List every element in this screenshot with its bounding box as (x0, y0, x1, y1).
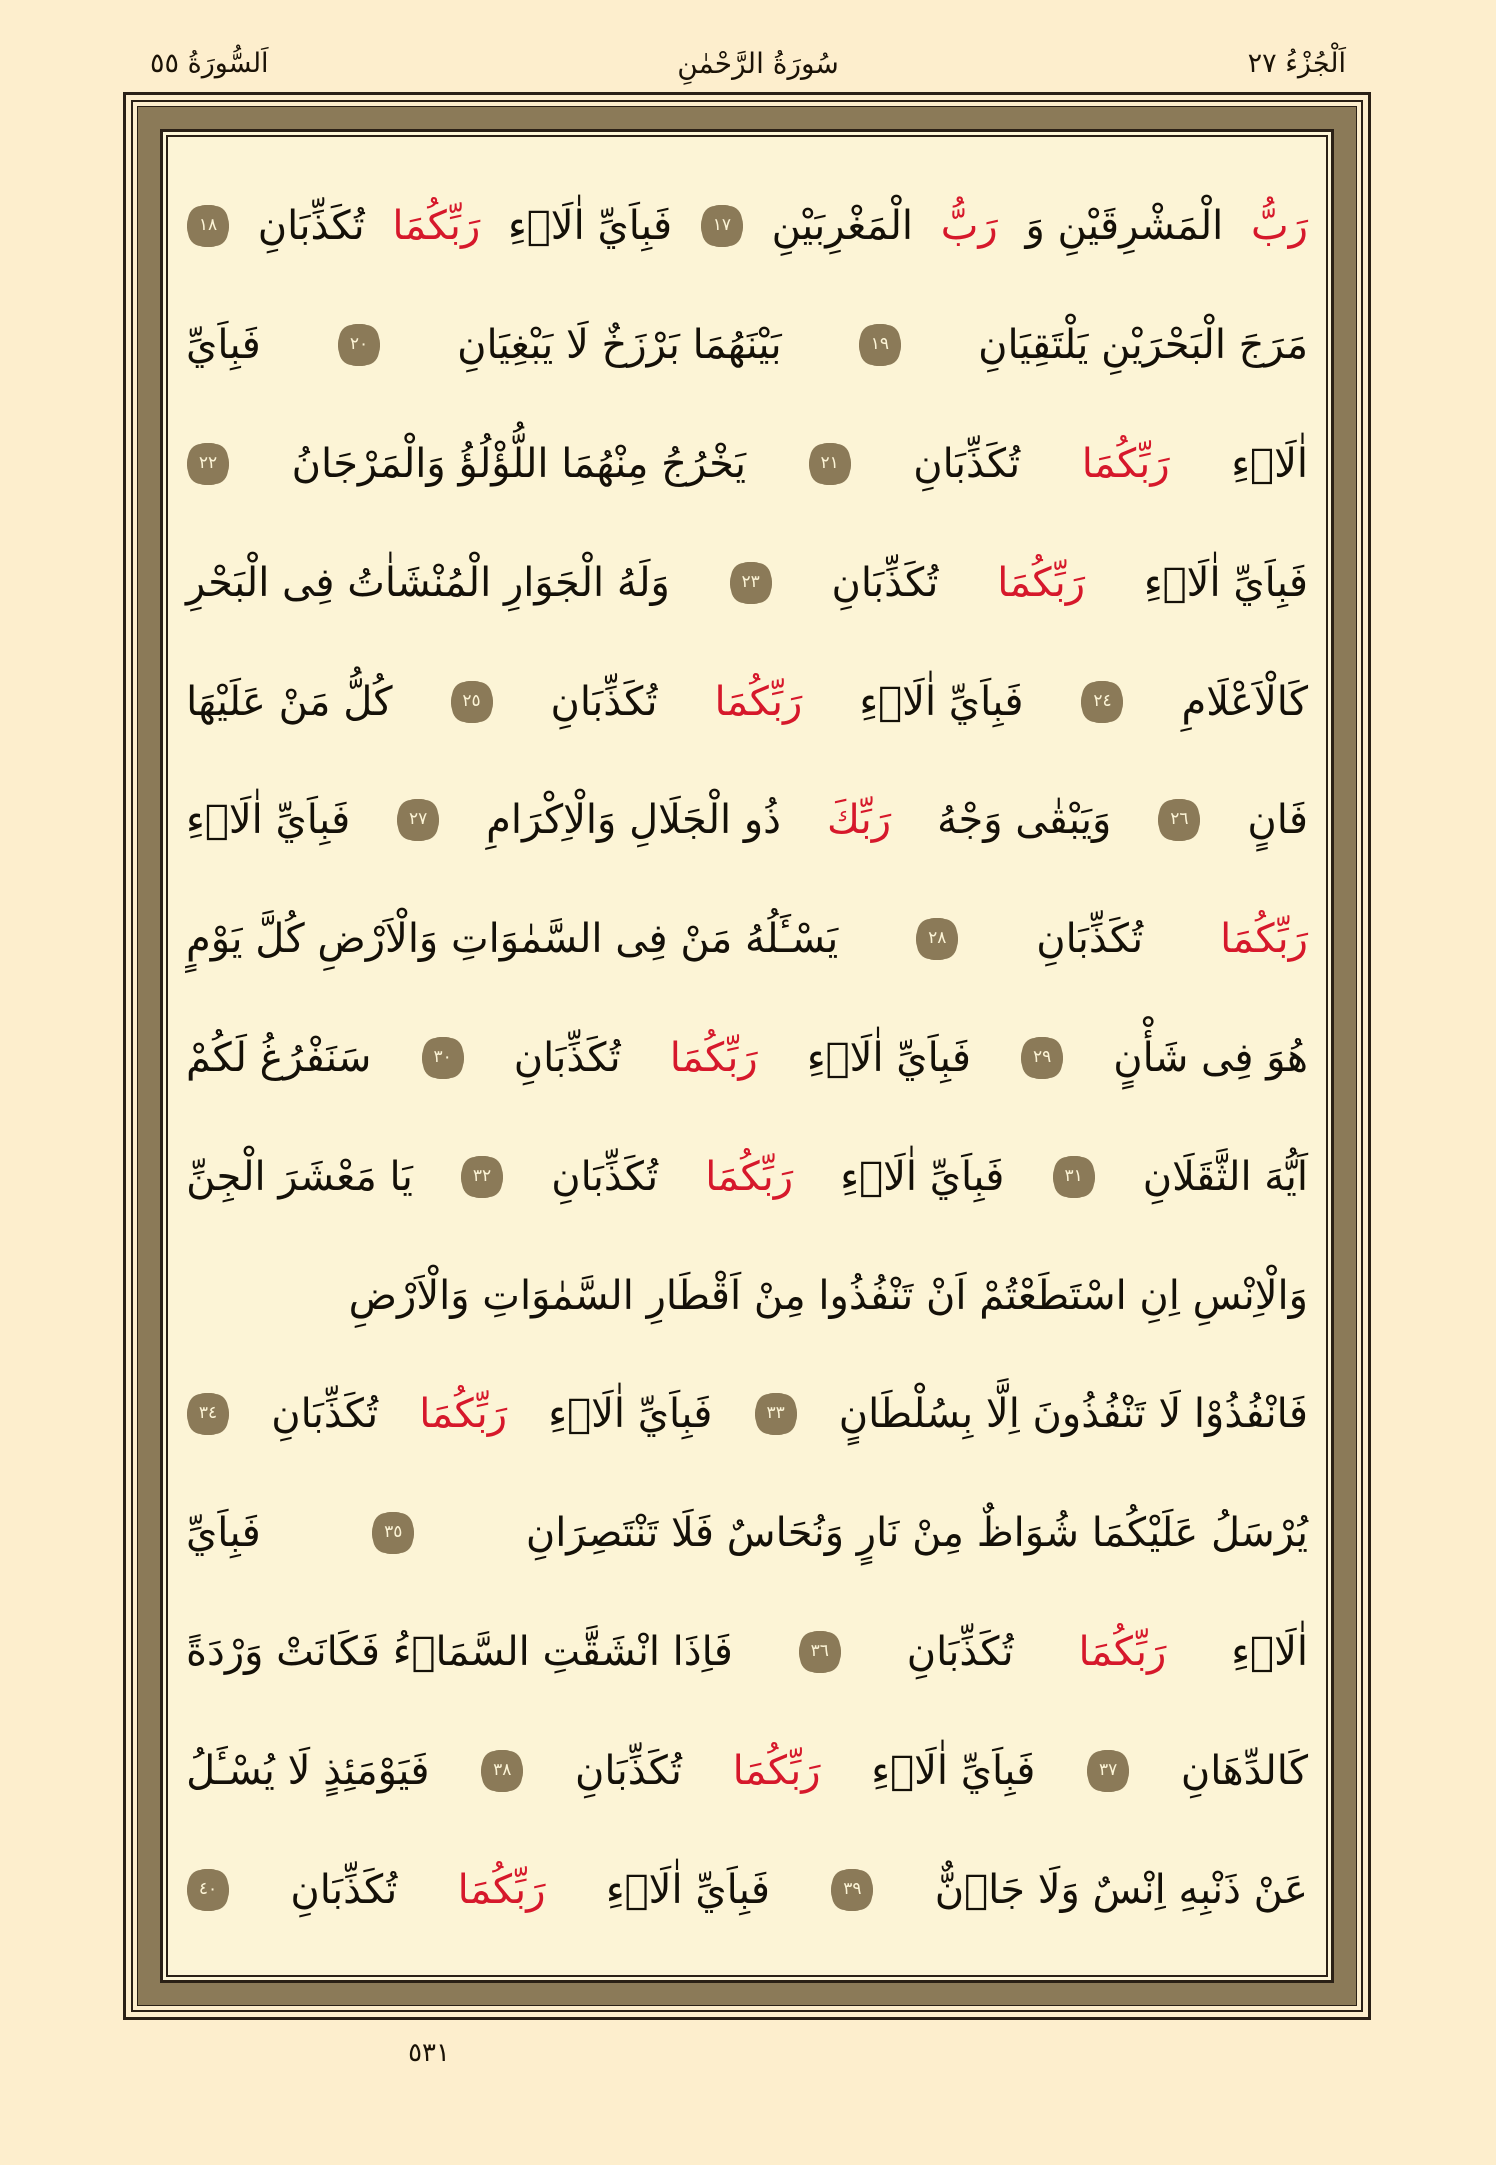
quran-line (186, 309, 1308, 381)
ayah-number-marker: ٢٢ (188, 444, 228, 484)
ayah-number-marker: ٣٦ (800, 1632, 840, 1672)
quran-line (186, 1735, 1308, 1807)
quran-line (186, 1854, 1308, 1926)
quran-text: هُوَ فِى شَأْنٍ (1113, 1034, 1308, 1081)
page-border-inner-rule-2 (166, 135, 1328, 1977)
quran-text-highlight: رَبِّكُمَا (732, 1747, 821, 1794)
ayah-number-marker: ٢٩ (1022, 1038, 1062, 1078)
quran-text: تُكَذِّبَانِ (551, 1153, 659, 1200)
quran-text: تُكَذِّبَانِ (271, 1391, 379, 1438)
quran-text: فَاِذَا انْشَقَّتِ السَّمَاۤءُ فَكَانَتْ وَرْدَةً (186, 1628, 733, 1675)
quran-line (186, 1022, 1308, 1094)
quran-line-inner (186, 1391, 1308, 1438)
quran-lines-container (186, 167, 1308, 1949)
quran-text: تُكَذِّبَانِ (513, 1034, 621, 1081)
quran-line-inner (186, 916, 1308, 963)
quran-text: سَنَفْرُغُ لَكُمْ (186, 1034, 372, 1081)
ayah-number-marker: ٣٠ (423, 1038, 463, 1078)
quran-line (186, 666, 1308, 738)
quran-text: ذُو الْجَلَالِ وَالْاِكْرَامِ (486, 797, 781, 844)
quran-text: مَرَجَ الْبَحْرَيْنِ يَلْتَقِيَانِ (978, 322, 1308, 369)
ayah-number-marker: ٣١ (1054, 1157, 1094, 1197)
quran-line-inner (186, 440, 1308, 487)
ayah-number-marker: ٢٦ (1159, 800, 1199, 840)
quran-line (186, 1378, 1308, 1450)
ayah-number-marker: ٢٨ (917, 919, 957, 959)
quran-text-highlight: رَبِّكُمَا (1220, 916, 1308, 963)
quran-text: بَيْنَهُمَا بَرْزَخٌ لَا يَبْغِيَانِ (457, 322, 782, 369)
quran-text: تُكَذِّبَانِ (913, 440, 1021, 487)
quran-text-highlight: رَبِّكُمَا (419, 1391, 508, 1438)
quran-text: فَبِاَيِّ اٰلَاۤءِ (806, 1034, 971, 1081)
quran-text: اَيُّهَ الثَّقَلَانِ (1142, 1153, 1308, 1200)
ayah-number-marker: ٢٧ (398, 800, 438, 840)
quran-text: اٰلَاۤءِ (1231, 440, 1308, 487)
ayah-number-marker: ٣٧ (1088, 1751, 1128, 1791)
ayah-number-marker: ٣٨ (482, 1751, 522, 1791)
quran-text: يُرْسَلُ عَلَيْكُمَا شُوَاظٌ مِنْ نَارٍ وَنُحَاسٌ فَلَا تَنْتَصِرَانِ (525, 1510, 1308, 1557)
quran-text: تُكَذِّبَانِ (290, 1866, 398, 1913)
ayah-number-marker: ٢٥ (452, 682, 492, 722)
page-border-olive-band (137, 106, 1357, 2006)
juz-label: اَلْجُزْءُ ٢٧ (1247, 48, 1346, 80)
quran-text: فَبِاَيِّ اٰلَاۤءِ (186, 797, 351, 844)
ayah-number-marker: ٢٤ (1082, 682, 1122, 722)
quran-text: تُكَذِّبَانِ (831, 559, 939, 606)
quran-line (186, 547, 1308, 619)
page-border-outer (123, 92, 1371, 2020)
quran-line (186, 428, 1308, 500)
quran-text: فَانْفُذُوْا لَا تَنْفُذُونَ اِلَّا بِسُلْطَانٍ (838, 1391, 1308, 1438)
quran-line-inner (186, 1747, 1308, 1794)
quran-text: فَبِاَيِّ اٰلَاۤءِ (507, 203, 673, 250)
page-border-inner-rule (160, 129, 1334, 1983)
quran-line (186, 1141, 1308, 1213)
ayah-number-marker: ٣٣ (756, 1394, 796, 1434)
quran-text: فَبِاَيِّ اٰلَاۤءِ (871, 1747, 1036, 1794)
quran-text: تُكَذِّبَانِ (575, 1747, 682, 1794)
quran-text-highlight: رَبِّكُمَا (457, 1866, 546, 1913)
page-border-rule (131, 100, 1363, 2012)
quran-text: فَانٍ (1247, 797, 1308, 844)
quran-text: فَبِاَيِّ اٰلَاۤءِ (840, 1153, 1005, 1200)
quran-text: الْمَغْرِبَيْنِ (771, 203, 914, 250)
quran-line-inner (186, 1034, 1308, 1081)
quran-line-inner (186, 203, 1308, 250)
quran-text-highlight: رَبِّكُمَا (392, 203, 481, 250)
ayah-number-marker: ١٨ (188, 206, 228, 246)
quran-text: فَبِاَيِّ (186, 322, 261, 369)
quran-text: فَبِاَيِّ اٰلَاۤءِ (605, 1866, 770, 1913)
ayah-number-marker: ٢٠ (339, 325, 379, 365)
quran-text: الْمَشْرِقَيْنِ وَ (1025, 203, 1224, 250)
quran-text-area (172, 141, 1322, 1971)
quran-line (186, 1616, 1308, 1688)
quran-line-inner (186, 559, 1308, 606)
ayah-number-marker: ٢١ (810, 444, 850, 484)
quran-text: يَسْـَٔلُهُ مَنْ فِى السَّمٰوَاتِ وَالْاَرْضِ كُلَّ يَوْمٍ (186, 916, 839, 963)
quran-text: كَالْاَعْلَامِ (1181, 678, 1308, 725)
quran-line-inner (186, 1153, 1308, 1200)
quran-line (186, 903, 1308, 975)
quran-text: كُلُّ مَنْ عَلَيْهَا (186, 678, 393, 725)
quran-text: فَبِاَيِّ اٰلَاۤءِ (859, 678, 1024, 725)
quran-text: فَيَوْمَئِذٍ لَا يُسْـَٔلُ (186, 1747, 430, 1794)
quran-line-inner (186, 1628, 1308, 1675)
quran-text: تُكَذِّبَانِ (257, 203, 365, 250)
quran-text: يَخْرُجُ مِنْهُمَا اللُّؤْلُؤُ وَالْمَرْجَانُ (291, 440, 747, 487)
quran-text-highlight: رَبِّكُمَا (714, 678, 803, 725)
quran-line (186, 1260, 1308, 1332)
quran-line-inner (186, 678, 1308, 725)
quran-line-inner (186, 1272, 1308, 1319)
quran-line (186, 1497, 1308, 1569)
surah-title: سُورَةُ الرَّحْمٰنِ (677, 47, 839, 81)
page-header (150, 38, 1346, 90)
quran-text-highlight: رَبِّكُمَا (1078, 1628, 1167, 1675)
ayah-number-marker: ٢٣ (731, 563, 771, 603)
quran-line-inner (186, 322, 1308, 369)
quran-text-highlight: رَبِّكُمَا (1081, 440, 1170, 487)
ayah-number-marker: ٣٤ (188, 1394, 228, 1434)
quran-text: وَالْاِنْسِ اِنِ اسْتَطَعْتُمْ اَنْ تَنْفُذُوا مِنْ اَقْطَارِ السَّمٰوَاتِ وَالْاَرْضِ (348, 1272, 1308, 1319)
ayah-number-marker: ٣٥ (373, 1513, 413, 1553)
surah-number-label: اَلسُّورَةُ ٥٥ (150, 48, 269, 80)
quran-text: وَيَبْقٰى وَجْهُ (937, 797, 1112, 844)
quran-line-inner (186, 797, 1308, 844)
quran-text-highlight: رَبُّ (940, 203, 998, 250)
quran-text-highlight: رَبِّكُمَا (705, 1153, 794, 1200)
quran-text: تُكَذِّبَانِ (906, 1628, 1014, 1675)
quran-text: وَلَهُ الْجَوَارِ الْمُنْشَاٰتُ فِى الْبَحْرِ (186, 559, 670, 606)
quran-text-highlight: رَبُّ (1251, 203, 1308, 250)
quran-line-inner (186, 1510, 1308, 1557)
page-footer (150, 2038, 450, 2068)
quran-text: فَبِاَيِّ اٰلَاۤءِ (548, 1391, 713, 1438)
quran-line (186, 190, 1308, 262)
ayah-number-marker: ٣٩ (832, 1870, 872, 1910)
page-number: ٥٣١ (408, 2038, 450, 2068)
quran-text-highlight: رَبِّكُمَا (997, 559, 1086, 606)
ayah-number-marker: ١٩ (860, 325, 900, 365)
ayah-number-marker: ٤٠ (188, 1870, 228, 1910)
ayah-number-marker: ١٧ (702, 206, 742, 246)
quran-text: تُكَذِّبَانِ (550, 678, 658, 725)
quran-text: عَنْ ذَنْبِهِ اِنْسٌ وَلَا جَاۤنٌّ (934, 1866, 1308, 1913)
quran-text-highlight: رَبِّكُمَا (669, 1034, 758, 1081)
quran-text: يَا مَعْشَرَ الْجِنِّ (186, 1153, 413, 1200)
ayah-number-marker: ٣٢ (462, 1157, 502, 1197)
quran-text: تُكَذِّبَانِ (1036, 916, 1144, 963)
quran-text: فَبِاَيِّ (186, 1510, 261, 1557)
quran-text: كَالدِّهَانِ (1180, 1747, 1308, 1794)
quran-line (186, 784, 1308, 856)
quran-text: فَبِاَيِّ اٰلَاۤءِ (1143, 559, 1308, 606)
quran-text: اٰلَاۤءِ (1231, 1628, 1308, 1675)
quran-line-inner (186, 1866, 1308, 1913)
quran-text-highlight: رَبِّكَ (826, 797, 892, 844)
